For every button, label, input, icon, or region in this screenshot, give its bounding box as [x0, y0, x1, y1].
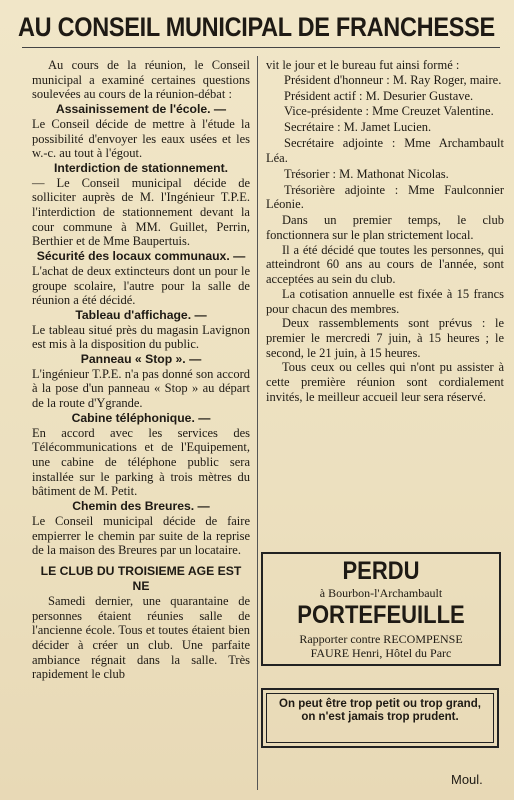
- safety-quote: On peut être trop petit ou trop grand, on n'est jamais trop prudent.: [266, 693, 494, 743]
- column-divider: [257, 56, 258, 790]
- section-text-stationnement: — Le Conseil municipal décide de solliciter auprès de M. l'Ingénieur T.P.E. l'interdiction de stationnement devant la cour commune à MM. Guillet, Perrin, Berthier et de Mme Baupertuis.: [32, 175, 250, 249]
- section-text-breures: Le Conseil municipal décide de faire empierrer le chemin par suite de la reprise de la maison des Breures par un locataire.: [32, 513, 250, 558]
- ad-reward: Rapporter contre RECOMPENSE: [299, 632, 463, 646]
- lost-wallet-ad: [261, 552, 501, 666]
- club-title: LE CLUB DU TROISIEME AGE EST NE: [40, 563, 242, 593]
- continuation-paragraph: vit le jour et le bureau fut ainsi formé :: [266, 58, 460, 72]
- section-title-cabine: Cabine téléphonique. —: [71, 410, 211, 425]
- section-title-breures: Chemin des Breures. —: [72, 499, 210, 514]
- intro-paragraph: Au cours de la réunion, le Conseil municipal a examiné certaines questions soulevées au cours de la réunion-débat :: [32, 58, 250, 102]
- role-line: Président actif : M. Desurier Gustave.: [284, 88, 474, 103]
- section-title-securite: Sécurité des locaux communaux. —: [36, 249, 246, 264]
- left-column: [32, 58, 250, 682]
- paragraph-rassemblements: Deux rassemblements sont prévus : le premier le mercredi 7 juin, à 15 heures ; le second, le 21 juin, à 15 heures.: [266, 316, 504, 360]
- section-text-securite: L'achat de deux extincteurs dont un pour le groupe scolaire, l'autre pour la salle de réunion a été décidé.: [32, 263, 250, 308]
- ad-portefeuille: PORTEFEUILLE: [297, 600, 465, 629]
- paragraph-age: Il a été décidé que toutes les personnes, qui atteindront 60 ans au cours de l'année, sont acceptées au sein du club.: [266, 242, 504, 287]
- ad-contact: FAURE Henri, Hôtel du Parc: [310, 646, 452, 660]
- section-text-cabine: En accord avec les services des Télécommunications et de l'Equipement, une cabine de téléphone public sera installée sur le parking à trois mètres du bâtiment de M. Petit.: [32, 425, 250, 499]
- role-line: Trésorier : M. Mathonat Nicolas.: [284, 166, 449, 181]
- role-line: Président d'honneur : M. Ray Roger, maire.: [284, 72, 502, 87]
- right-column: [266, 58, 504, 404]
- role-line: Secrétaire adjointe : Mme Archambault Léa.: [266, 136, 504, 165]
- section-title-affichage: Tableau d'affichage. —: [75, 307, 207, 322]
- author-signature: Moul.: [451, 772, 483, 787]
- role-line: Secrétaire : M. Jamet Lucien.: [284, 120, 432, 135]
- paragraph-cotisation: La cotisation annuelle est fixée à 15 francs pour chacun des membres.: [266, 286, 504, 316]
- section-title-stop: Panneau « Stop ». —: [80, 352, 202, 367]
- section-text-assainissement: Le Conseil décide de mettre à l'étude la possibilité d'envoyer les eaux usées et les w.-c. au tout à l'égout.: [32, 116, 250, 161]
- ad-location: à Bourbon-l'Archambault: [319, 586, 443, 600]
- role-line: Trésorière adjointe : Mme Faulconnier Léonie.: [266, 182, 504, 212]
- role-line: Vice-présidente : Mme Creuzet Valentine.: [284, 104, 494, 119]
- headline-rule: [22, 47, 500, 48]
- headline: AU CONSEIL MUNICIPAL DE FRANCHESSE: [18, 11, 495, 42]
- paragraph-invitation: Tous ceux ou celles qui n'ont pu assister à cette première réunion sont cordialement invités, le meilleur accueil leur sera réservé.: [266, 360, 504, 404]
- club-paragraph: Samedi dernier, une quarantaine de personnes étaient réunies salle de l'ancienne école. Tous et toutes étaient bien décider à créer un club. Une parfaite ambiance régnait dans la salle. Très rapidement le club: [32, 593, 250, 682]
- ad-perdu: PERDU: [342, 556, 420, 585]
- section-title-assainissement: Assainissement de l'école. —: [55, 102, 227, 117]
- paragraph-local: Dans un premier temps, le club fonctionnera sur le plan strictement local.: [266, 213, 504, 243]
- section-text-affichage: Le tableau situé près du magasin Lavignon est mis à la disposition du public.: [32, 322, 250, 352]
- section-title-stationnement: Interdiction de stationnement.: [53, 160, 229, 175]
- section-text-stop: L'ingénieur T.P.E. n'a pas donné son accord à la pose d'un panneau « Stop » au départ de la route d'Ygrande.: [32, 366, 250, 411]
- safety-quote-box: [261, 688, 499, 748]
